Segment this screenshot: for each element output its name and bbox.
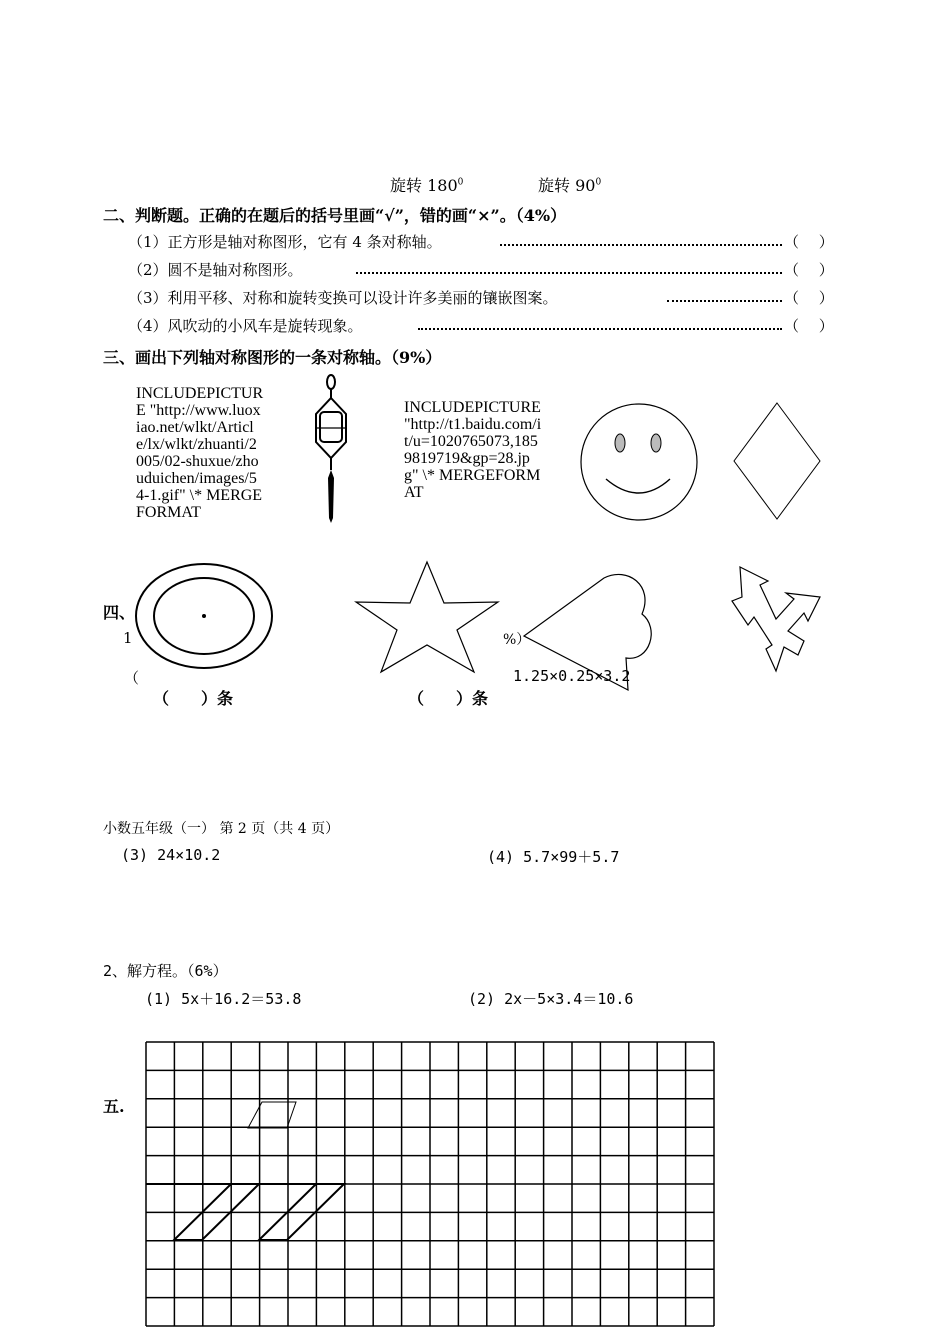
rotate-90-label: 旋转 $90^0$ [538, 176, 602, 195]
leader-dots [418, 328, 782, 330]
rotate-180-label: 旋转 $180^0$ [390, 176, 464, 195]
square-grid [140, 1036, 720, 1330]
equation-2: (2) 2x－5×3.4＝10.6 [468, 990, 634, 1008]
leader-dots [500, 244, 782, 246]
section-4-line-2: （ [124, 669, 140, 687]
section-3-title: 三、画出下列轴对称图形的一条对称轴。（9%） [103, 348, 442, 367]
small-parallelogram [248, 1102, 296, 1128]
equations-title: 2、解方程。（6%） [103, 962, 228, 980]
page-footer: 小数五年级（一） 第 2 页（共 4 页） [103, 821, 340, 837]
answer-bracket[interactable]: （ ） [784, 317, 834, 335]
leader-dots [667, 300, 782, 302]
section-5-title: 五. [103, 1097, 125, 1116]
answer-bracket[interactable]: （ ） [784, 289, 834, 307]
rhombus-figure [730, 400, 824, 522]
section-2-title: 二、判断题。正确的在题后的括号里画“√”，错的画“×”。（4%） [103, 206, 567, 225]
judge-item-4: （4）风吹动的小风车是旋转现象。 [128, 317, 363, 335]
judge-item-2: （2）圆不是轴对称图形。 [128, 261, 303, 279]
leader-dots [356, 272, 782, 274]
concentric-ellipses-figure [132, 562, 274, 676]
smiley-face-figure [578, 401, 700, 523]
judge-item-1: （1）正方形是轴对称图形，它有 4 条对称轴。 [128, 233, 442, 251]
section-4-percent: %） [503, 632, 531, 648]
calc-item-4: (4) 5.7×99＋5.7 [487, 848, 620, 866]
lantern-figure [306, 372, 356, 524]
image-placeholder-2: INCLUDEPICTURE "http://t1.baidu.com/it/u=1020765073,1859819719&gp=28.jpg" \* MERGEFORMAT [404, 399, 542, 501]
judge-item-3: （3）利用平移、对称和旋转变换可以设计许多美丽的镶嵌图案。 [128, 289, 558, 307]
answer-bracket[interactable]: （ ） [784, 261, 834, 279]
calc-item-3: (3) 24×10.2 [121, 846, 221, 864]
arrow-h-figure [728, 563, 826, 675]
axis-count-label-1: （ ）条 [153, 689, 234, 708]
calc-expression-partial: 1.25×0.25×3.2 [513, 667, 631, 685]
section-4-line-1: 1 [123, 629, 133, 647]
axis-count-label-2: （ ）条 [408, 689, 489, 708]
star-figure [350, 556, 502, 676]
equation-1: (1) 5x＋16.2＝53.8 [145, 990, 302, 1008]
answer-bracket[interactable]: （ ） [784, 233, 834, 251]
image-placeholder-1: INCLUDEPICTURE "http://www.luoxiao.net/wlkt/Article/lx/wlkt/zhuanti/2005/02-shuxue/zhouduichen/images/54-1.gif" \* MERGEFORMAT [136, 385, 264, 521]
section-4-title: 四、 [103, 603, 136, 622]
